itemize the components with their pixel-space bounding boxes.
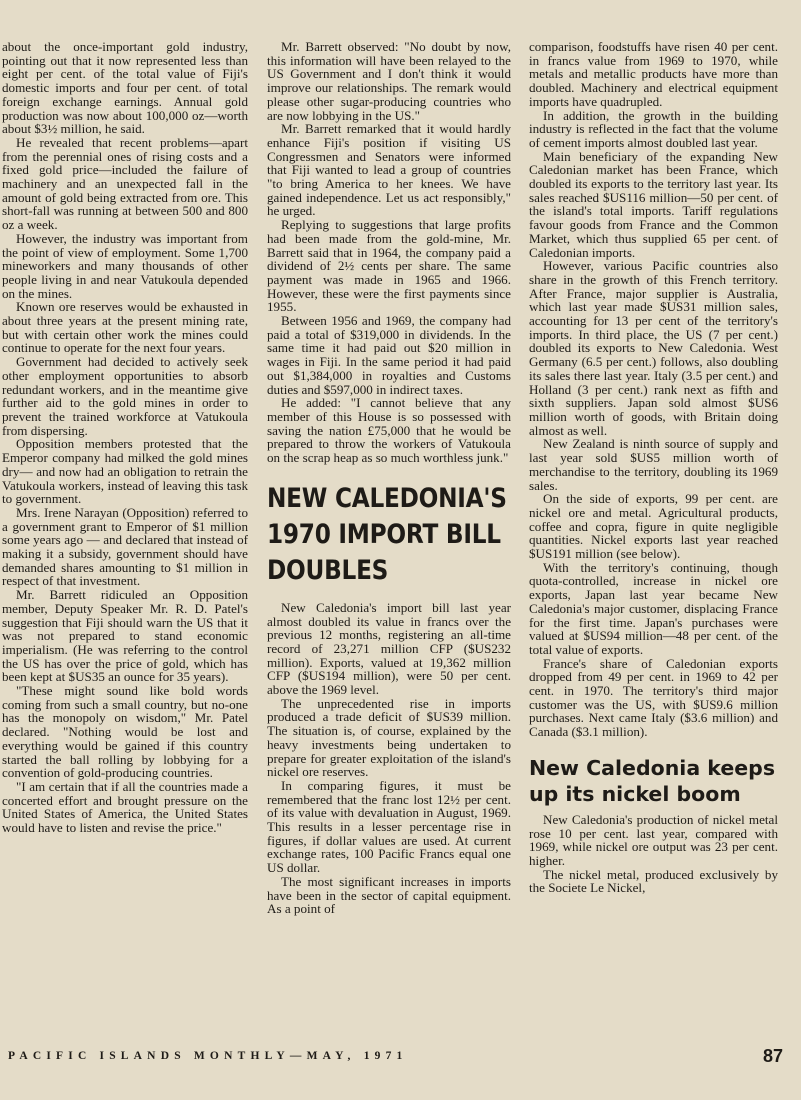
paragraph: The nickel metal, produced exclusively by the Societe Le Nickel, — [529, 866, 778, 896]
paragraph: He revealed that recent problems—apart from the perennial ones of rising costs and a fixed gold price—included the failure of machinery and an unexpected fall in the amount of gold being extracted from ore. This short-fall was running at between 500 and 800 oz a week. — [2, 134, 248, 233]
paragraph: The most significant increases in imports have been in the sector of capital equipment. As a point of — [267, 873, 511, 917]
paragraph: Mr. Barrett ridiculed an Opposition member, Deputy Speaker Mr. R. D. Patel's suggestion that Fiji should warn the US that it was not prepared to stand economic imperialism. (He was referring to the control the US has over the price of gold, which has been kept at $US35 an ounce for 35 years). — [2, 587, 248, 685]
paragraph: With the territory's continuing, though quota-controlled, increase in nickel ore exports, Japan last year became New Caledonia's major customer, displacing France for the first time. Japan's purchases were valued at $US94 million—48 per cent. of the total value of exports. — [529, 559, 778, 657]
paragraph: Replying to suggestions that large profits had been made from the gold-mine, Mr. Barrett said that in 1964, the company paid a dividend of 2½ cents per share. The same payment was made in 1965 and 1966. However, these were the first payments since 1955. — [267, 217, 511, 315]
paragraph: The unprecedented rise in imports produced a trade deficit of $US39 million. The situation is, of course, explained by the heavy investments being undertaken to prepare for greater exploitation of the island's nickel ore reserves. — [267, 695, 511, 780]
page-footer — [8, 1046, 783, 1066]
paragraph: However, the industry was important from the point of view of employment. Some 1,700 mineworkers and many thousands of other people living in and near Vatukoula depended on the mines. — [2, 230, 248, 301]
article-headline-import-bill: NEW CALEDONIA'S 1970 IMPORT BILL DOUBLES — [267, 482, 507, 586]
page-number: 87 — [762, 1046, 783, 1066]
paragraph: Opposition members protested that the Emperor company had milked the gold mines dry— and now had an obligation to retrain the Vatukoula workers, instead of leaving this task to government. — [2, 436, 248, 507]
paragraph: He added: "I cannot believe that any member of this House is so possessed with saving the nation £75,000 that he would be prepared to throw the workers of Vatukoula on the scrap heap as so much worthless junk." — [267, 395, 511, 466]
paragraph: "These might sound like bold words coming from such a small country, but no-one has the monopoly on wisdom," Mr. Patel declared. "Nothing would be lost and everything would be gained if this country started the ball rolling by lobbying for a convention of gold-producing countries. — [2, 683, 248, 781]
paragraph: Known ore reserves would be exhausted in about three years at the present mining rate, but with certain other work the mines could continue to operate for the next four years. — [2, 299, 248, 356]
paragraph: Main beneficiary of the expanding New Caledonian market has been France, which doubled its exports to the territory last year. Its sales reached $US116 million—50 per cent. of the island's total imports. Tariff regulations favour goods from France and the Common Market, which thus supplied 65 per cent. of Caledonian imports. — [529, 148, 778, 260]
paragraph: In comparing figures, it must be remembered that the franc lost 12½ per cent. of its value with devaluation in August, 1969. This results in a lesser percentage rise in figures, if dollar values are used. At current exchange rates, 100 Pacific Francs equal one US dollar. — [267, 777, 511, 876]
article-headline-nickel-boom: New Caledonia keeps up its nickel boom — [529, 755, 776, 806]
column-3 — [529, 40, 778, 895]
paragraph: Government had decided to actively seek other employment opportunities to absorb redundant workers, and in the meantime give further aid to the gold mines in order to prevent the trained workforce at Vatukoula from dispersing. — [2, 354, 248, 438]
paragraph: New Zealand is ninth source of supply and last year sold $US5 million worth of merchandise to the territory, doubling its 1969 sales. — [529, 436, 778, 493]
paragraph: Mr. Barrett observed: "No doubt by now, this information will have been relayed to the US Government and I don't think it would improve our relationships. The remark would please other sugar-producing countries who are now lobbying in the US." — [267, 39, 511, 123]
paragraph: Mr. Barrett remarked that it would hardly enhance Fiji's position if visiting US Congressmen and Senators were informed that Fiji wanted to lead a group of countries "to bring America to her knees. We have gained independence. Let us act responsibly," he urged. — [267, 121, 511, 219]
paragraph: "I am certain that if all the countries made a concerted effort and brought pressure on the United States of America, the United States would have to listen and revise the price." — [2, 778, 248, 836]
paragraph: comparison, foodstuffs have risen 40 per cent. in francs value from 1969 to 1970, while metals and metallic products have more than doubled. Machinery and electrical equipment imports have quadrupled. — [529, 39, 778, 109]
paragraph: New Caledonia's production of nickel metal rose 10 per cent. last year, compared with 1969, while nickel ore output was 23 per cent. higher. — [529, 811, 778, 868]
paragraph: Between 1956 and 1969, the company had paid a total of $319,000 in dividends. In the same time it had paid out $20 million in wages in Fiji. In the same period it had paid out $1,384,000 in royalties and Customs duties and $597,000 in indirect taxes. — [267, 313, 511, 397]
paragraph: New Caledonia's import bill last year almost doubled its value in francs over the previous 12 months, registering an all-time record of 23,271 million CFP ($US232 million). Exports, valued at 19,362 million CFP ($US194 million), were 50 per cent. above the 1969 level. — [267, 599, 511, 698]
paragraph: Mrs. Irene Narayan (Opposition) referred to a government grant to Emperor of $1 million some years ago — and declared that instead of making it a subsidy, government should have demanded shares amounting to $1 million in respect of that investment. — [2, 504, 248, 589]
running-head: PACIFIC ISLANDS MONTHLY—MAY, 1971 — [8, 1050, 408, 1062]
paragraph: France's share of Caledonian exports dropped from 49 per cent. in 1969 to 42 per cent. in 1970. The territory's third major customer was the US, with $US9.6 million purchases. Next came Italy ($3.6 million) and Canada ($3.1 million). — [529, 655, 778, 740]
paragraph: In addition, the growth in the building industry is reflected in the fact that the volume of cement imports almost doubled last year. — [529, 107, 778, 150]
paragraph: On the side of exports, 99 per cent. are nickel ore and metal. Agricultural products, coffee and copra, figure in quite negligible quantities. Nickel exports last year reached $US191 million (see below). — [529, 491, 778, 562]
paragraph: However, various Pacific countries also share in the growth of this French territory. After France, major supplier is Australia, which last year made $US31 million sales, accounting for 13 per cent of the territory's imports. In third place, the US (7 per cent.) doubled its exports to New Caledonia. West Germany (6.5 per cent.) follows, also doubling its sales there last year. Italy (3.5 per cent.) and Holland (3 per cent.) rank next as fifth and sixth suppliers. Japan sold almost $US6 million worth of goods, with Britain doing almost as well. — [529, 258, 778, 438]
paragraph: about the once-important gold industry, pointing out that it now represented less than eight per cent. of the total value of Fiji's domestic imports and four per cent. of total foreign exchange earnings. Annual gold production was now about 100,000 oz—worth about $3½ million, he said. — [2, 39, 248, 137]
column-1 — [2, 40, 248, 835]
column-2 — [267, 40, 511, 916]
